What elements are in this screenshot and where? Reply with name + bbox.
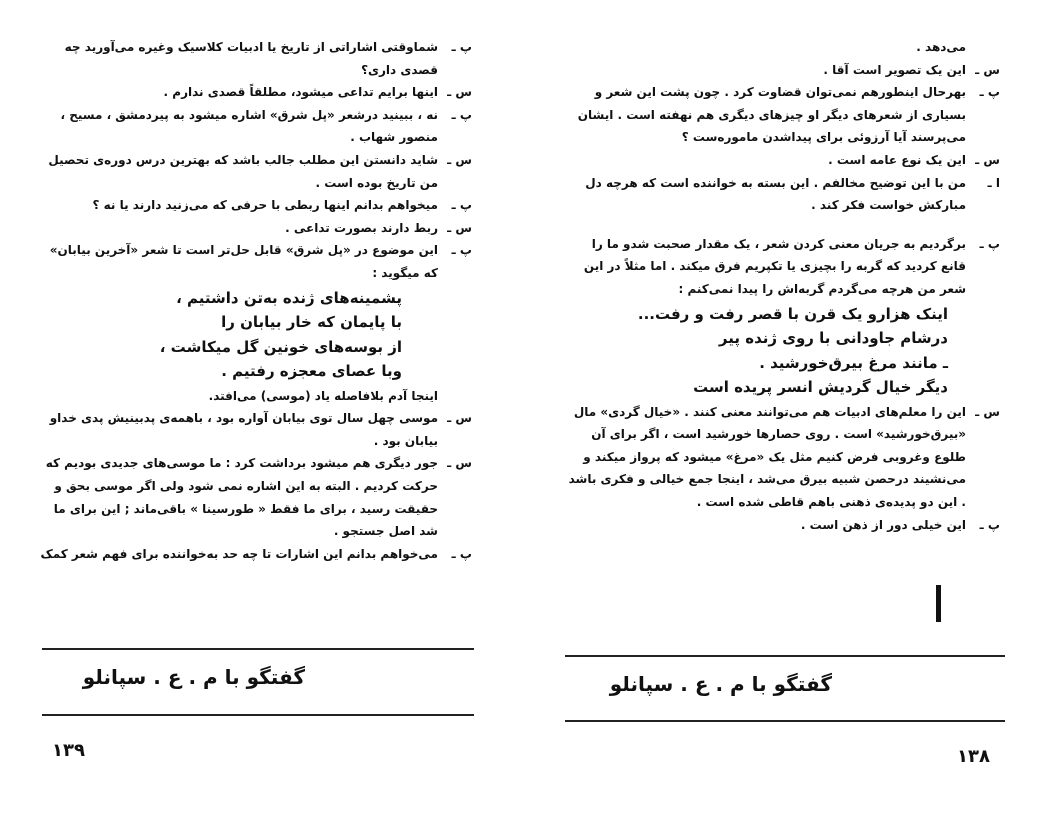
speaker-label: پ ـ (451, 198, 472, 213)
running-title: گفتگو با م . ع . سپانلو (82, 665, 305, 689)
dialogue-entry (40, 452, 472, 542)
dialogue-entry (568, 233, 1000, 301)
dialogue-text: این خیلی دور از ذهن است . (800, 517, 966, 532)
page-number: ۱۳۹ (52, 740, 85, 761)
poem-line: ـ مانند مرغ بیرق‌خورشید . (759, 353, 948, 372)
speaker-label: س ـ (975, 152, 1000, 167)
dialogue-entry (40, 194, 472, 217)
dialogue-entry (40, 407, 472, 452)
dialogue-entry (40, 543, 472, 566)
poem-line: درشام جاودانی با روی ژنده پیر (718, 329, 948, 348)
dialogue-text: این را معلم‌های ادبیات هم می‌توانند معنی کنند . «خیال گردی» مال «بیرق‌خورشید» است . روی حصارها خورشید است ، اگر برای آن طلوع وغروبی فرض کنیم مثل یک «مرغ» میشود که پرواز میکند و می‌نشیند درحصن شبیه بیرق می‌شد ، اینجا جمع خیالی و فکری باشد . این دو پدیده‌ی ذهنی باهم قاطی شده است . (568, 404, 966, 509)
dialogue-text: موسی چهل سال توی بیابان آواره بود ، باهمه‌ی پدبینیش پدی خداو بیابان بود . (49, 411, 438, 448)
poem-line: اینک هزارو یک قرن با قصر رفت و رفت... (637, 304, 948, 323)
poem-quote (40, 286, 472, 384)
speaker-label: س ـ (447, 411, 472, 426)
dialogue-text: اینها برایم تداعی میشود، مطلقاً قصدی ندارم . (163, 85, 438, 100)
speaker-label: پ ـ (451, 107, 472, 122)
poem-line: با پایمان که خار بیابان را (221, 313, 402, 332)
dialogue-text: نه ، ببینید درشعر «پل شرق» اشاره میشود به پیردمشق ، مسیح ، منصور شهاب . (60, 107, 438, 145)
dialogue-text: می‌خواهم بدانم این اشارات تا چه حد به‌خواننده برای فهم شعر کمک (40, 546, 438, 561)
speaker-label: پ ـ (979, 517, 1000, 532)
dialogue-text: این یک تصویر است آقا . (823, 62, 966, 77)
right-page (525, 0, 1050, 815)
speaker-label: ا ـ (987, 175, 1000, 190)
dialogue-entry (568, 172, 1000, 217)
running-title: گفتگو با م . ع . سپانلو (609, 672, 832, 696)
paragraph-after-poem: اینجا آدم بلافاصله یاد (موسی) می‌افتد. (208, 388, 438, 403)
footer-rule-top (565, 655, 1005, 657)
speaker-label: پ ـ (451, 40, 472, 54)
footer-rule-top (42, 648, 474, 650)
speaker-label: س ـ (447, 220, 472, 235)
footer-rule-bottom (565, 720, 1005, 722)
dialogue-entry (568, 59, 1000, 82)
speaker-label: س ـ (975, 62, 1000, 77)
poem-line: وبا عصای معجزه رفتیم . (221, 362, 402, 381)
left-page-text (40, 36, 472, 565)
dialogue-entry (40, 104, 472, 149)
speaker-label: س ـ (447, 85, 472, 100)
poem-line: از بوسه‌های خونین گل میکاشت ، (159, 337, 402, 356)
speaker-label: س ـ (447, 456, 472, 471)
poem-quote (568, 302, 1000, 400)
dialogue-entry (568, 81, 1000, 149)
page-number: ۱۳۸ (957, 746, 990, 767)
dialogue-text: ربط دارند بصورت تداعی . (285, 220, 438, 235)
dialogue-entry (40, 217, 472, 240)
dialogue-text: شاید دانستن این مطلب جالب باشد که بهترین درس دوره‌ی تحصیل من تاریخ بوده است . (48, 152, 438, 190)
speaker-label: س ـ (447, 152, 472, 167)
dialogue-text: برگردیم به جریان معنی کردن شعر ، یک مقدار صحبت شدو ما را قانع کردید که گربه را بچیزی یا تکپریم فرق میکند . اما مثلاً در این شعر من هرچه می‌گردم گربه‌اش را پیدا نمی‌کنم : (583, 236, 966, 296)
speaker-label: پ ـ (451, 546, 472, 561)
dialogue-text: بهرحال اینطورهم نمی‌توان قضاوت کرد . چون پشت این شعر و بسیاری از شعرهای دیگر او چیزهای دیگری هم نهفته است . ایشان می‌پرسند آیا آرزوئی برای پیداشدن ماموره‌ست ؟ (577, 85, 966, 145)
dialogue-entry (40, 81, 472, 104)
dialogue-text: میخواهم بدانم اینها ربطی با حرفی که می‌زنید دارند یا نه ؟ (92, 198, 438, 213)
dialogue-text: این موضوع در «پل شرق» قابل حل‌تر است تا شعر «آخرین بیابان» که میگوید : (49, 243, 438, 280)
speaker-label: س ـ (975, 404, 1000, 419)
dialogue-text: من با این توضیح مخالفم . این بسته به خواننده است که هرچه دل مبارکش خواست فکر کند . (585, 175, 966, 213)
poem-line: دیگر خیال گردیش انسر پریده است (693, 378, 948, 397)
dialogue-entry (40, 36, 472, 81)
continued-text: می‌دهد . (916, 40, 966, 54)
speaker-label: پ ـ (451, 243, 472, 258)
dialogue-text: این یک نوع عامه است . (828, 152, 966, 167)
dialogue-text: جور دیگری هم میشود برداشت کرد : ما موسی‌های جدیدی بودیم که حرکت کردیم . البته به این اشاره نمی شود ولی اگر موسی بحق و حقیقت رسید ، برای ما فقط « طورسینا » باقی‌ماند ; این برای ما شد اصل جستجو . (45, 456, 438, 539)
dialogue-entry (568, 514, 1000, 537)
dialogue-text: شماوقتی اشاراتی از تاریخ یا ادبیات کلاسیک وغیره می‌آورید چه قصدی داری؟ (64, 40, 438, 77)
speaker-label: پ ـ (979, 85, 1000, 100)
dialogue-entry (40, 239, 472, 284)
poem-line: پشمینه‌های ژنده به‌تن داشتیم ، (176, 288, 402, 307)
vertical-bar-mark (936, 585, 941, 622)
speaker-label: پ ـ (979, 236, 1000, 251)
right-page-text (568, 36, 1000, 536)
dialogue-entry (40, 149, 472, 194)
dialogue-entry (568, 401, 1000, 514)
footer-rule-bottom (42, 714, 474, 716)
dialogue-entry (568, 149, 1000, 172)
